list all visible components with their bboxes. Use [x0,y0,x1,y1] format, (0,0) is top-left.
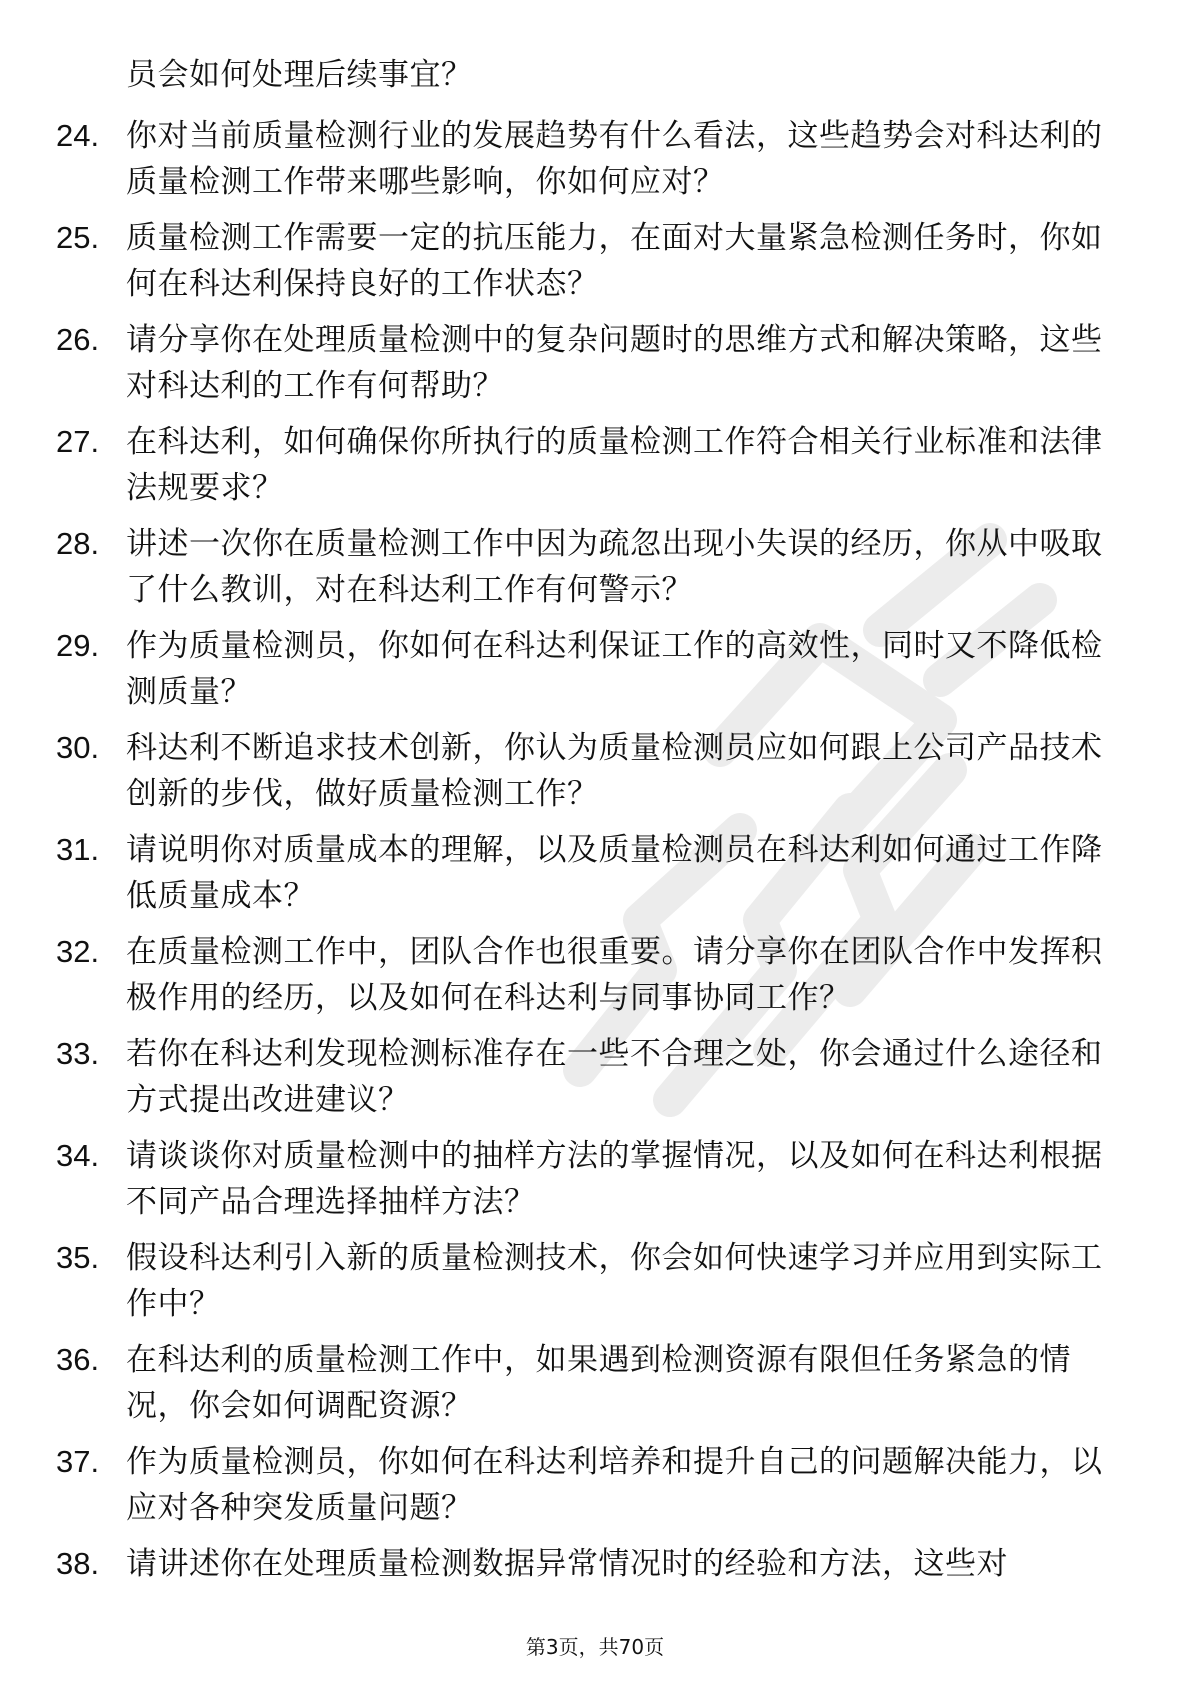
question-text: 质量检测工作需要一定的抗压能力，在面对大量紧急检测任务时，你如何在科达利保持良好的工作状态？ [126,220,1103,302]
question-text: 若你在科达利发现检测标准存在一些不合理之处，你会通过什么途径和方式提出改进建议？ [126,1036,1103,1118]
list-item [0,215,1190,317]
list-item [0,113,1190,215]
question-number: 31. [56,832,100,867]
list-item [0,623,1190,725]
list-item [0,1541,1190,1643]
question-number: 24. [56,118,100,153]
question-number: 32. [56,934,100,969]
list-item [0,725,1190,827]
question-number: 38. [56,1546,100,1581]
continued-question-text: 员会如何处理后续事宜？ [126,57,473,93]
question-list [0,113,1190,1643]
question-text: 请分享你在处理质量检测中的复杂问题时的思维方式和解决策略，这些对科达利的工作有何帮助？ [126,322,1103,404]
question-text: 你对当前质量检测行业的发展趋势有什么看法，这些趋势会对科达利的质量检测工作带来哪些影响，你如何应对？ [126,118,1103,200]
question-text: 科达利不断追求技术创新，你认为质量检测员应如何跟上公司产品技术创新的步伐，做好质量检测工作？ [126,730,1103,812]
question-text: 作为质量检测员，你如何在科达利培养和提升自己的问题解决能力，以应对各种突发质量问题？ [126,1444,1103,1526]
question-number: 37. [56,1444,100,1479]
question-number: 28. [56,526,100,561]
question-number: 26. [56,322,100,357]
question-text: 在科达利的质量检测工作中，如果遇到检测资源有限但任务紧急的情况，你会如何调配资源？ [126,1342,1071,1424]
list-item [0,317,1190,419]
list-item [0,1133,1190,1235]
question-number: 35. [56,1240,100,1275]
list-item [0,827,1190,929]
question-number: 34. [56,1138,100,1173]
question-text: 假设科达利引入新的质量检测技术，你会如何快速学习并应用到实际工作中？ [126,1240,1103,1322]
question-number: 29. [56,628,100,663]
question-text: 请谈谈你对质量检测中的抽样方法的掌握情况，以及如何在科达利根据不同产品合理选择抽样方法？ [126,1138,1103,1220]
question-number: 33. [56,1036,100,1071]
question-number: 27. [56,424,100,459]
list-item [0,419,1190,521]
question-text: 作为质量检测员，你如何在科达利保证工作的高效性，同时又不降低检测质量？ [126,628,1103,710]
question-text: 请说明你对质量成本的理解，以及质量检测员在科达利如何通过工作降低质量成本？ [126,832,1103,914]
question-text: 在质量检测工作中，团队合作也很重要。请分享你在团队合作中发挥积极作用的经历，以及如何在科达利与同事协同工作？ [126,934,1103,1016]
list-item [0,1439,1190,1541]
list-item [0,1031,1190,1133]
question-text: 讲述一次你在质量检测工作中因为疏忽出现小失误的经历，你从中吸取了什么教训，对在科达利工作有何警示？ [126,526,1103,608]
list-item [0,521,1190,623]
question-number: 36. [56,1342,100,1377]
list-item [0,1337,1190,1439]
question-number: 30. [56,730,100,765]
question-number: 25. [56,220,100,255]
list-item [0,929,1190,1031]
list-item [0,1235,1190,1337]
page-footer: 第3页，共70页 [525,1635,665,1659]
question-text: 在科达利，如何确保你所执行的质量检测工作符合相关行业标准和法律法规要求？ [126,424,1103,506]
question-text: 请讲述你在处理质量检测数据异常情况时的经验和方法，这些对 [126,1546,1008,1582]
